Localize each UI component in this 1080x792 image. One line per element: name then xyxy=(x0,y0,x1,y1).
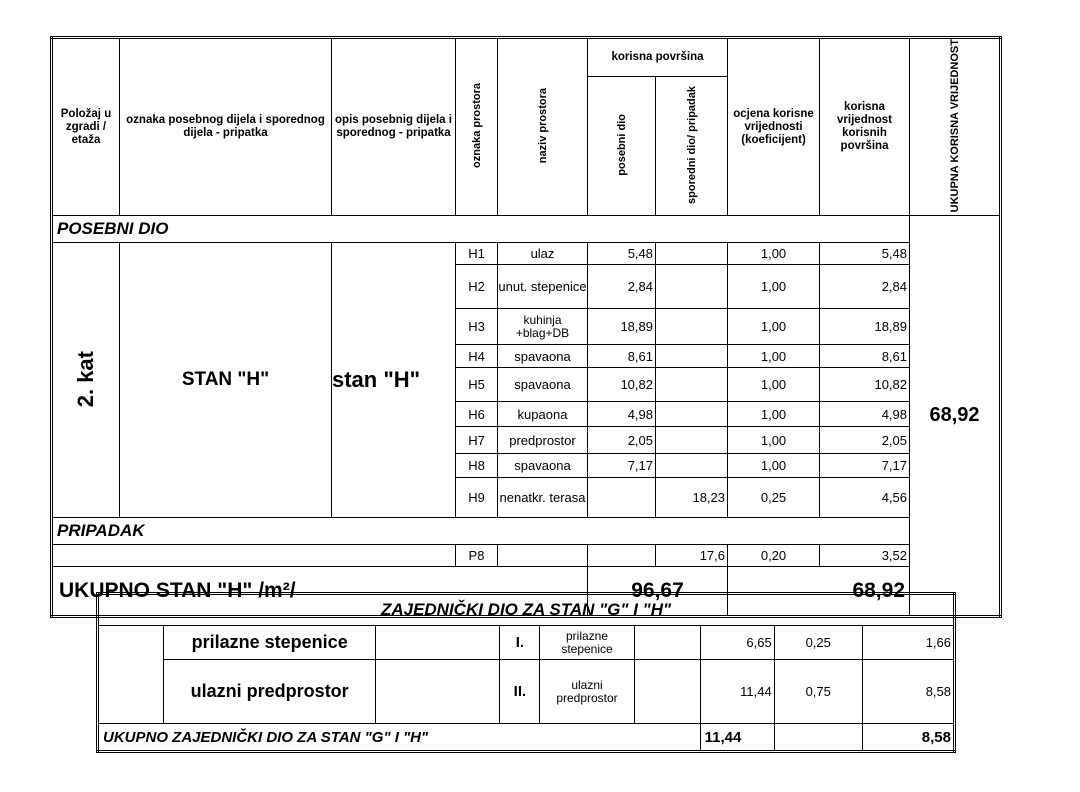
ukupno-vrijednost: 68,92 xyxy=(728,567,910,617)
ukupno-povrsina: 96,67 xyxy=(588,567,728,617)
unit-desc: stan "H" xyxy=(332,243,456,518)
zajednicki-name: prilazne stepenice xyxy=(164,626,376,660)
room-code: H4 xyxy=(456,345,498,368)
common-area-table xyxy=(96,592,956,753)
room-koef: 1,00 xyxy=(728,368,820,402)
room-name: predprostor xyxy=(498,427,588,454)
room-posebni: 8,61 xyxy=(588,345,656,368)
header-posebni-dio-text: posebni dio xyxy=(615,113,628,176)
zajednicki-name: ulazni predprostor xyxy=(164,660,376,724)
header-sporedni-dio-text: sporedni dio/ pripadak xyxy=(685,85,698,204)
unit-area-table xyxy=(50,36,1002,618)
room-posebni: 7,17 xyxy=(588,454,656,478)
room-koef: 1,00 xyxy=(728,243,820,265)
room-koef: 1,00 xyxy=(728,402,820,427)
pripadak-name xyxy=(498,545,588,567)
header-oznaka-prostora-text: oznaka prostora xyxy=(470,83,483,169)
zajednicki-sporedni xyxy=(634,660,700,724)
zajednicki-vrijednost: 1,66 xyxy=(862,626,954,660)
pripadak-sporedni: 17,6 xyxy=(656,545,728,567)
zajednicki-footer-blank xyxy=(774,724,862,752)
room-vrijednost: 10,82 xyxy=(820,368,910,402)
header-ocjena: ocjena korisne vrijednosti (koeficijent) xyxy=(728,38,820,216)
pripadak-vrijednost: 3,52 xyxy=(820,545,910,567)
room-sporedni xyxy=(656,265,728,309)
header-opis: opis posebnig dijela i sporednog - pripatka xyxy=(332,38,456,216)
table-row xyxy=(52,243,1001,265)
room-code: H1 xyxy=(456,243,498,265)
zajednicki-blank xyxy=(98,626,164,724)
room-koef: 1,00 xyxy=(728,427,820,454)
pripadak-code: P8 xyxy=(456,545,498,567)
header-korisna-vrijednost: korisna vrijednost korisnih površina xyxy=(820,38,910,216)
room-name: unut. stepenice xyxy=(498,265,588,309)
room-code: H5 xyxy=(456,368,498,402)
room-sporedni xyxy=(656,345,728,368)
zajednicki-footer-povrsina: 11,44 xyxy=(700,724,774,752)
room-posebni: 10,82 xyxy=(588,368,656,402)
room-vrijednost: 4,56 xyxy=(820,478,910,518)
zajednicki-povrsina: 11,44 xyxy=(700,660,774,724)
room-posebni: 2,05 xyxy=(588,427,656,454)
room-sporedni xyxy=(656,427,728,454)
floor-label: 2. kat xyxy=(73,350,98,407)
room-koef: 1,00 xyxy=(728,454,820,478)
header-naziv-prostora-text: naziv prostora xyxy=(536,88,549,164)
header-ukupna-text: UKUPNA KORISNA VRIJEDNOST xyxy=(948,39,961,213)
ukupno-label: UKUPNO STAN "H" /m²/ xyxy=(52,567,588,617)
room-sporedni: 18,23 xyxy=(656,478,728,518)
room-vrijednost: 5,48 xyxy=(820,243,910,265)
zajednicki-vrijednost: 8,58 xyxy=(862,660,954,724)
header-posebni-dio xyxy=(588,76,656,216)
section-pripadak: PRIPADAK xyxy=(52,518,910,545)
zajednicki-koef: 0,25 xyxy=(774,626,862,660)
header-oznaka-prostora xyxy=(456,38,498,216)
room-name: spavaona xyxy=(498,368,588,402)
room-sporedni xyxy=(656,309,728,345)
room-vrijednost: 4,98 xyxy=(820,402,910,427)
header-korisna-povrsina: korisna površina xyxy=(588,38,728,77)
pripadak-blank xyxy=(52,545,456,567)
room-posebni: 5,48 xyxy=(588,243,656,265)
room-code: H3 xyxy=(456,309,498,345)
room-name: ulaz xyxy=(498,243,588,265)
zajednicki-num: I. xyxy=(500,626,540,660)
ukupna-vrijednost: 68,92 xyxy=(910,216,1001,617)
zajednicki-num: II. xyxy=(500,660,540,724)
room-name: spavaona xyxy=(498,454,588,478)
room-vrijednost: 7,17 xyxy=(820,454,910,478)
zajednicki-footer-label: UKUPNO ZAJEDNIČKI DIO ZA STAN "G" I "H" xyxy=(98,724,701,752)
floor-cell xyxy=(52,243,120,518)
room-vrijednost: 8,61 xyxy=(820,345,910,368)
pripadak-posebni xyxy=(588,545,656,567)
room-name: nenatkr. terasa xyxy=(498,478,588,518)
zajednicki-opis xyxy=(376,660,500,724)
zajednicki-povrsina: 6,65 xyxy=(700,626,774,660)
zajednicki-desc: ulazni predprostor xyxy=(540,660,634,724)
room-code: H9 xyxy=(456,478,498,518)
header-naziv-prostora xyxy=(498,38,588,216)
room-sporedni xyxy=(656,368,728,402)
room-koef: 1,00 xyxy=(728,265,820,309)
unit-name: STAN "H" xyxy=(120,243,332,518)
header-polozaj: Položaj u zgradi / etaža xyxy=(52,38,120,216)
room-posebni xyxy=(588,478,656,518)
room-vrijednost: 2,05 xyxy=(820,427,910,454)
section-posebni-dio: POSEBNI DIO xyxy=(52,216,910,243)
pripadak-koef: 0,20 xyxy=(728,545,820,567)
table-row xyxy=(98,660,955,724)
zajednicki-title: ZAJEDNIČKI DIO ZA STAN "G" I "H" xyxy=(98,594,955,626)
room-vrijednost: 18,89 xyxy=(820,309,910,345)
room-sporedni xyxy=(656,402,728,427)
header-ukupna xyxy=(910,38,1001,216)
header-sporedni-dio xyxy=(656,76,728,216)
room-posebni: 4,98 xyxy=(588,402,656,427)
room-sporedni xyxy=(656,243,728,265)
room-code: H2 xyxy=(456,265,498,309)
zajednicki-sporedni xyxy=(634,626,700,660)
room-name: spavaona xyxy=(498,345,588,368)
room-vrijednost: 2,84 xyxy=(820,265,910,309)
room-koef: 1,00 xyxy=(728,309,820,345)
header-oznaka-dijela: oznaka posebnog dijela i sporednog dijela - pripatka xyxy=(120,38,332,216)
table-row xyxy=(98,626,955,660)
room-name: kupaona xyxy=(498,402,588,427)
room-koef: 0,25 xyxy=(728,478,820,518)
room-sporedni xyxy=(656,454,728,478)
room-code: H8 xyxy=(456,454,498,478)
zajednicki-desc: prilazne stepenice xyxy=(540,626,634,660)
room-koef: 1,00 xyxy=(728,345,820,368)
zajednicki-opis xyxy=(376,626,500,660)
zajednicki-footer-vrijednost: 8,58 xyxy=(862,724,954,752)
room-posebni: 18,89 xyxy=(588,309,656,345)
room-code: H6 xyxy=(456,402,498,427)
zajednicki-koef: 0,75 xyxy=(774,660,862,724)
room-code: H7 xyxy=(456,427,498,454)
room-posebni: 2,84 xyxy=(588,265,656,309)
room-name: kuhinja +blag+DB xyxy=(498,309,588,345)
table-row xyxy=(52,545,1001,567)
